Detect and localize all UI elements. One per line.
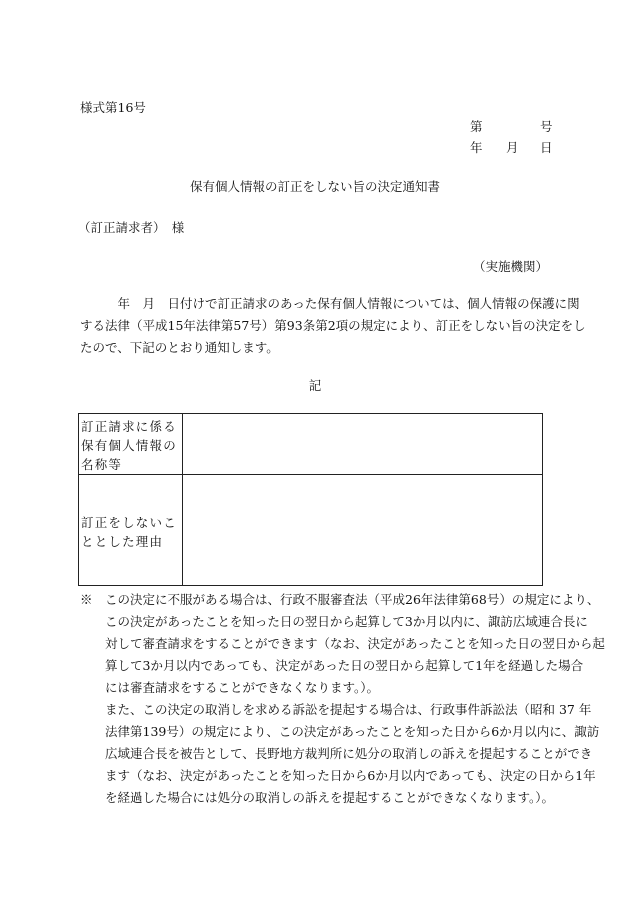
note-line: 広域連合長を被告として、長野地方裁判所に処分の取消しの訴えを提起することができ (80, 746, 593, 761)
notice-litigation (80, 699, 600, 809)
body-line: 年 月 日付けで訂正請求のあった保有個人情報については、個人情報の保護に関 (80, 296, 580, 311)
ki-heading: 記 (308, 378, 322, 393)
info-table (78, 413, 543, 586)
date-month: 月 (506, 140, 519, 155)
addressee: （訂正請求者） 様 (78, 220, 185, 235)
note-line: を経過した場合には処分の取消しの訴えを提起することができなくなります。）。 (80, 790, 555, 805)
body-line: たので、下記のとおり通知します。 (80, 340, 279, 355)
doc-number-prefix: 第 (470, 119, 483, 134)
notice-administrative-review (80, 589, 605, 699)
table-row (79, 475, 542, 585)
note-line: 法律第139号）の規定により、この決定があったことを知った日から6か月以内に、諏訪 (80, 724, 600, 739)
table-row (79, 414, 542, 475)
document-title: 保有個人情報の訂正をしない旨の決定通知書 (189, 179, 440, 194)
note-line: 算して3か月以内であっても、決定があった日の翌日から起算して1年を経過した場合 (80, 658, 584, 673)
row1-label: 訂正請求に係る保有個人情報の名称等 (81, 419, 177, 472)
table-divider (182, 414, 183, 474)
note-line: ます（なお、決定があったことを知った日から6か月以内であっても、決定の日から1年 (80, 768, 596, 783)
note-line: ※ この決定に不服がある場合は、行政不服審査法（平成26年法律第68号）の規定により、 (80, 592, 600, 607)
row2-label: 訂正をしないこととした理由 (81, 515, 177, 549)
note-line: 対して審査請求をすることができます（なお、決定があったことを知った日の翌日から起 (80, 636, 605, 651)
table-divider (182, 475, 183, 585)
note-line: また、この決定の取消しを求める訴訟を提起する場合は、行政事件訴訟法（昭和 37 年 (80, 702, 592, 717)
issuer: （実施機関） (472, 259, 548, 274)
date-day: 日 (540, 140, 553, 155)
body-line: する法律（平成15年法律第57号）第93条第2項の規定により、訂正をしない旨の決定をし (80, 318, 586, 333)
form-number: 様式第16号 (80, 100, 146, 115)
date-year: 年 (470, 140, 483, 155)
doc-number-suffix: 号 (540, 119, 553, 134)
body-text (80, 293, 586, 359)
note-line: には審査請求をすることができなくなります。）。 (80, 680, 380, 695)
note-line: この決定があったことを知った日の翌日から起算して3か月以内に、諏訪広域連合長に (80, 614, 588, 629)
